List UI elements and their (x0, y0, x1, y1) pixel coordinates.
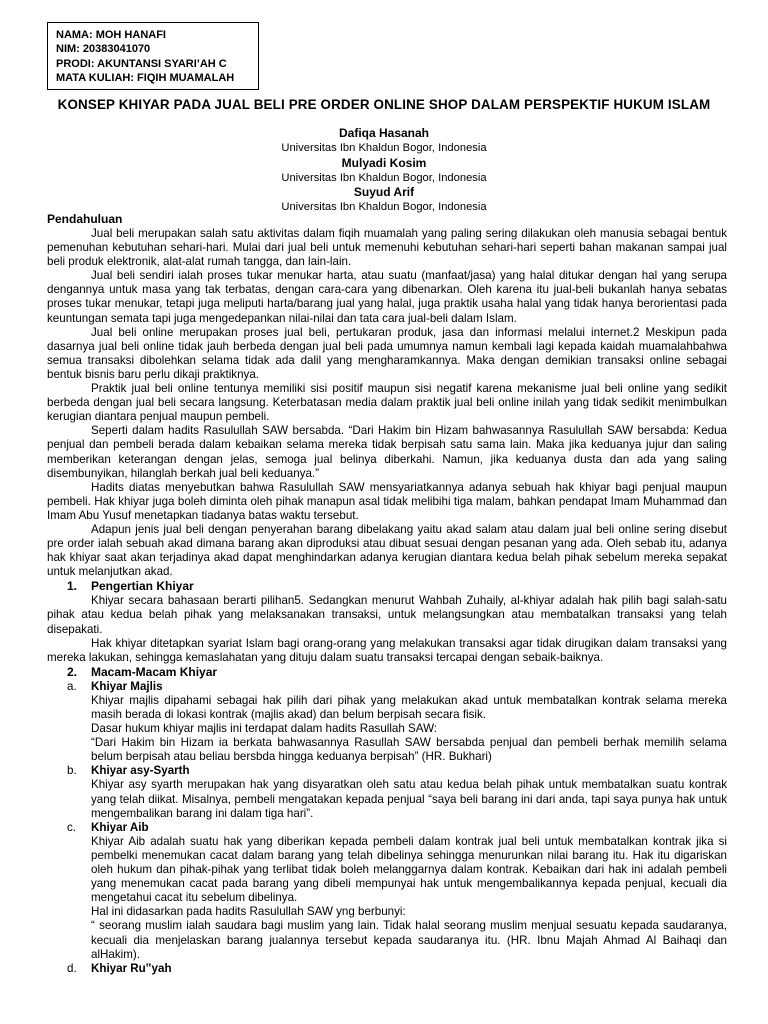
quote: “Dari Hakim bin Hizam ia berkata bahwasannya Rasullah SAW bersabda penjual dan pembeli berhak memilih selama belum berpisah atau beliau bersbda hingga keduanya berpisah” (HR. Bukhari) (91, 736, 727, 764)
heading-text: Macam-Macam Khiyar (91, 664, 218, 679)
document-title: KONSEP KHIYAR PADA JUAL BELI PRE ORDER ONLINE SHOP DALAM PERSPEKTIF HUKUM ISLAM (57, 97, 711, 112)
student-program: PRODI: AKUNTANSI SYARI’AH C (56, 57, 227, 70)
quote: “ seorang muslim ialah saudara bagi muslim yang lain. Tidak halal seorang muslim menjual sesuatu kepada saudaranya, kecuali dia menjelaskan barang jualannya tersebut kepada saudaranya itu. (HR. Ibnu Majah Ahmad Al Baihaqi dan alHakim). (91, 919, 727, 961)
author-affiliation: Universitas Ibn Khaldun Bogor, Indonesia (281, 171, 487, 184)
student-nim: NIM: 20383041070 (56, 43, 151, 56)
list-item-body (91, 778, 727, 820)
list-letter: b. (67, 764, 77, 778)
heading-number: 2. (67, 664, 78, 679)
heading-text: Pengertian Khiyar (91, 579, 194, 594)
list-item-heading (67, 764, 727, 778)
list-item-title: Khiyar asy-Syarth (91, 764, 190, 778)
paragraph: Seperti dalam hadits Rasulullah SAW bersabda. “Dari Hakim bin Hizam bahwasannya Rasulullah SAW bersabda: Kedua penjual dan pembeli berada dalam kebaikan selama mereka tidak berpisah satu sama lain. Maka jika keduanya jujur dan saling memberikan keterangan dengan jelas, semoga jual belinya diberkahi. Namun, jika keduanya dusta dan ada yang saling disembunyikan, hilanglah berkah jual beli keduanya.” (47, 424, 727, 480)
numbered-heading (67, 665, 727, 680)
list-item-heading (67, 680, 727, 694)
paragraph: Dasar hukum khiyar majlis ini terdapat dalam hadits Rasullah SAW: (91, 722, 438, 736)
author-list (0, 126, 768, 215)
section-heading: Pendahuluan (47, 212, 123, 226)
list-item-heading (67, 962, 727, 976)
list-item-heading (67, 821, 727, 835)
list-item-title: Khiyar Majlis (91, 679, 163, 693)
author-affiliation: Universitas Ibn Khaldun Bogor, Indonesia (281, 201, 487, 213)
list-item-body (91, 835, 727, 962)
paragraph: Jual beli merupakan salah satu aktivitas dalam fiqih muamalah yang paling sering dilakukan oleh manusia sebagai bentuk pemenuhan kebutuhan sehari-hari. Mulai dari jual beli untuk memenuhi kebutuhan sehari-hari seperti bahan makanan sampai jual beli produk elektronik, alat-alat rumah tangga, dan lain-lain. (47, 227, 727, 269)
list-item-title: Khiyar Aib (91, 820, 149, 834)
paragraph: Hadits diatas menyebutkan bahwa Rasulullah SAW mensyariatkannya adanya sebuah hak khiyar bagi penjual maupun pembeli. Hak khiyar juga boleh diminta oleh pihak manapun asal tidak melibihi tiga malam, bahkan pendapat Imam Muhammad dan Imam Abu Yusuf menetapkan tiadanya batas waktu tersebut. (47, 480, 727, 522)
list-letter: c. (67, 820, 77, 834)
student-info-box (47, 22, 259, 90)
paragraph: Jual beli online merupakan proses jual beli, pertukaran produk, jasa dan informasi melalui internet.2 Meskipun pada dasarnya jual beli online tidak jauh berbeda dengan jual beli pada umumnya namun kembali lagi kepada kaidah muamalahbahwa semua transaksi dibolehkan selama tidak ada dalil yang mengharamkannya. Maka dengan demikian transaksi online sebagai bentuk bisnis baru perlu dikaji praktiknya. (47, 325, 727, 381)
paragraph: Adapun jenis jual beli dengan penyerahan barang dibelakang yaitu akad salam atau dalam jual beli online sering disebut pre order ialah sebuah akad dimana barang akan diproduksi atau dibuat sesuai dengan pesanan yang ada. Oleh sebab itu, adanya hak khiyar saat akan terjadinya akad dapat menghindarkan adanya kerugian diantara kedua belah pihak sebelum mereka sepakat untuk melanjutkan akad. (47, 522, 727, 579)
author-name: Suyud Arif (353, 185, 415, 199)
author-affiliation: Universitas Ibn Khaldun Bogor, Indonesia (281, 142, 487, 154)
paragraph: Hal ini didasarkan pada hadits Rasulullah SAW yng berbunyi: (91, 905, 406, 919)
paragraph: Hak khiyar ditetapkan syariat Islam bagi orang-orang yang melakukan transaksi agar tidak dirugikan dalam transaksi yang mereka lakukan, sehingga kemaslahatan yang dituju dalam suatu transaksi tercapai dengan sebaik-baiknya. (47, 636, 727, 664)
list-item-body (91, 694, 727, 764)
author-name: Dafiqa Hasanah (338, 126, 430, 140)
paragraph: Jual beli sendiri ialah proses tukar menukar harta, atau suatu (manfaat/jasa) yang halal ditukar dengan hal yang serupa dengannya untuk masa yang tak terbatas, dengan cara-cara yang dibenarkan. Oleh karena itu jual-beli bukanlah hanya sebatas proses tukar menukar, tetapi juga meliputi harta/barang jual yang halal, juga praktik usaha halal yang tidak hanya berorientasi pada keuntungan semata tapi juga mengedepankan nilai-nilai dan tata cara jual-beli dalam Islam. (47, 269, 727, 325)
paragraph: Khiyar Aib adalah suatu hak yang diberikan kepada pembeli dalam kontrak jual beli untuk membatalkan kontrak jika si pembelki menemukan cacat dalam barang yang telah dibelinya sehingga menurunkan nilai barang itu. Hak itu digariskan oleh hukum dan pihak-pihak yang terlibat tidak boleh melanggarnya dalam kontrak. Kebaikan dari hak ini adalah pembeli yang menemukan cacat pada barang yang dibeli mempunyai hak untuk mengembalikannya kepada penjual, kecuali dia mengetahui cacat itu sebelum dibelinya. (91, 834, 727, 905)
paragraph: Khiyar secara bahasaan berarti pilihan5. Sedangkan menurut Wahbah Zuhaily, al-khiyar adalah hak pilih bagi salah-satu pihak atau kedua belah pihak yang melaksanakan transaksi, untuk melangsungkan atau membatalkan transaksi yang telah disepakati. (47, 594, 727, 636)
paragraph: Khiyar asy syarth merupakan hak yang disyaratkan oleh satu atau kedua belah pihak untuk membatalkan suatu kontrak yang telah diikat. Misalnya, pembeli mengatakan kepada penjual “saya beli barang ini dari anda, tapi saya punya hak untuk mengembalikan barang ini dalam tiga hari”. (91, 778, 727, 820)
numbered-heading (67, 579, 727, 594)
document-body (47, 212, 727, 976)
course-name: MATA KULIAH: FIQIH MUAMALAH (56, 72, 235, 85)
list-letter: a. (67, 679, 77, 693)
list-letter: d. (67, 961, 77, 975)
paragraph: Praktik jual beli online tentunya memiliki sisi positif maupun sisi negatif karena mekanisme jual beli online yang sedikit berbeda dengan jual beli secara langsung. Keterbatasan media dalam praktik jual beli online inilah yang tidak sedikit menimbulkan kerugian diantara penjual maupun pembeli. (47, 382, 727, 424)
list-item-title: Khiyar Ru‟yah (91, 961, 172, 975)
paragraph: Khiyar majlis dipahami sebagai hak pilih dari pihak yang melakukan akad untuk membatalkan kontrak selama mereka masih berada di lokasi kontrak (majlis akad) dan belum berpisah secara fisik. (91, 693, 727, 721)
heading-number: 1. (67, 579, 78, 594)
student-name: NAMA: MOH HANAFI (56, 29, 166, 41)
author-name: Mulyadi Kosim (341, 155, 427, 170)
